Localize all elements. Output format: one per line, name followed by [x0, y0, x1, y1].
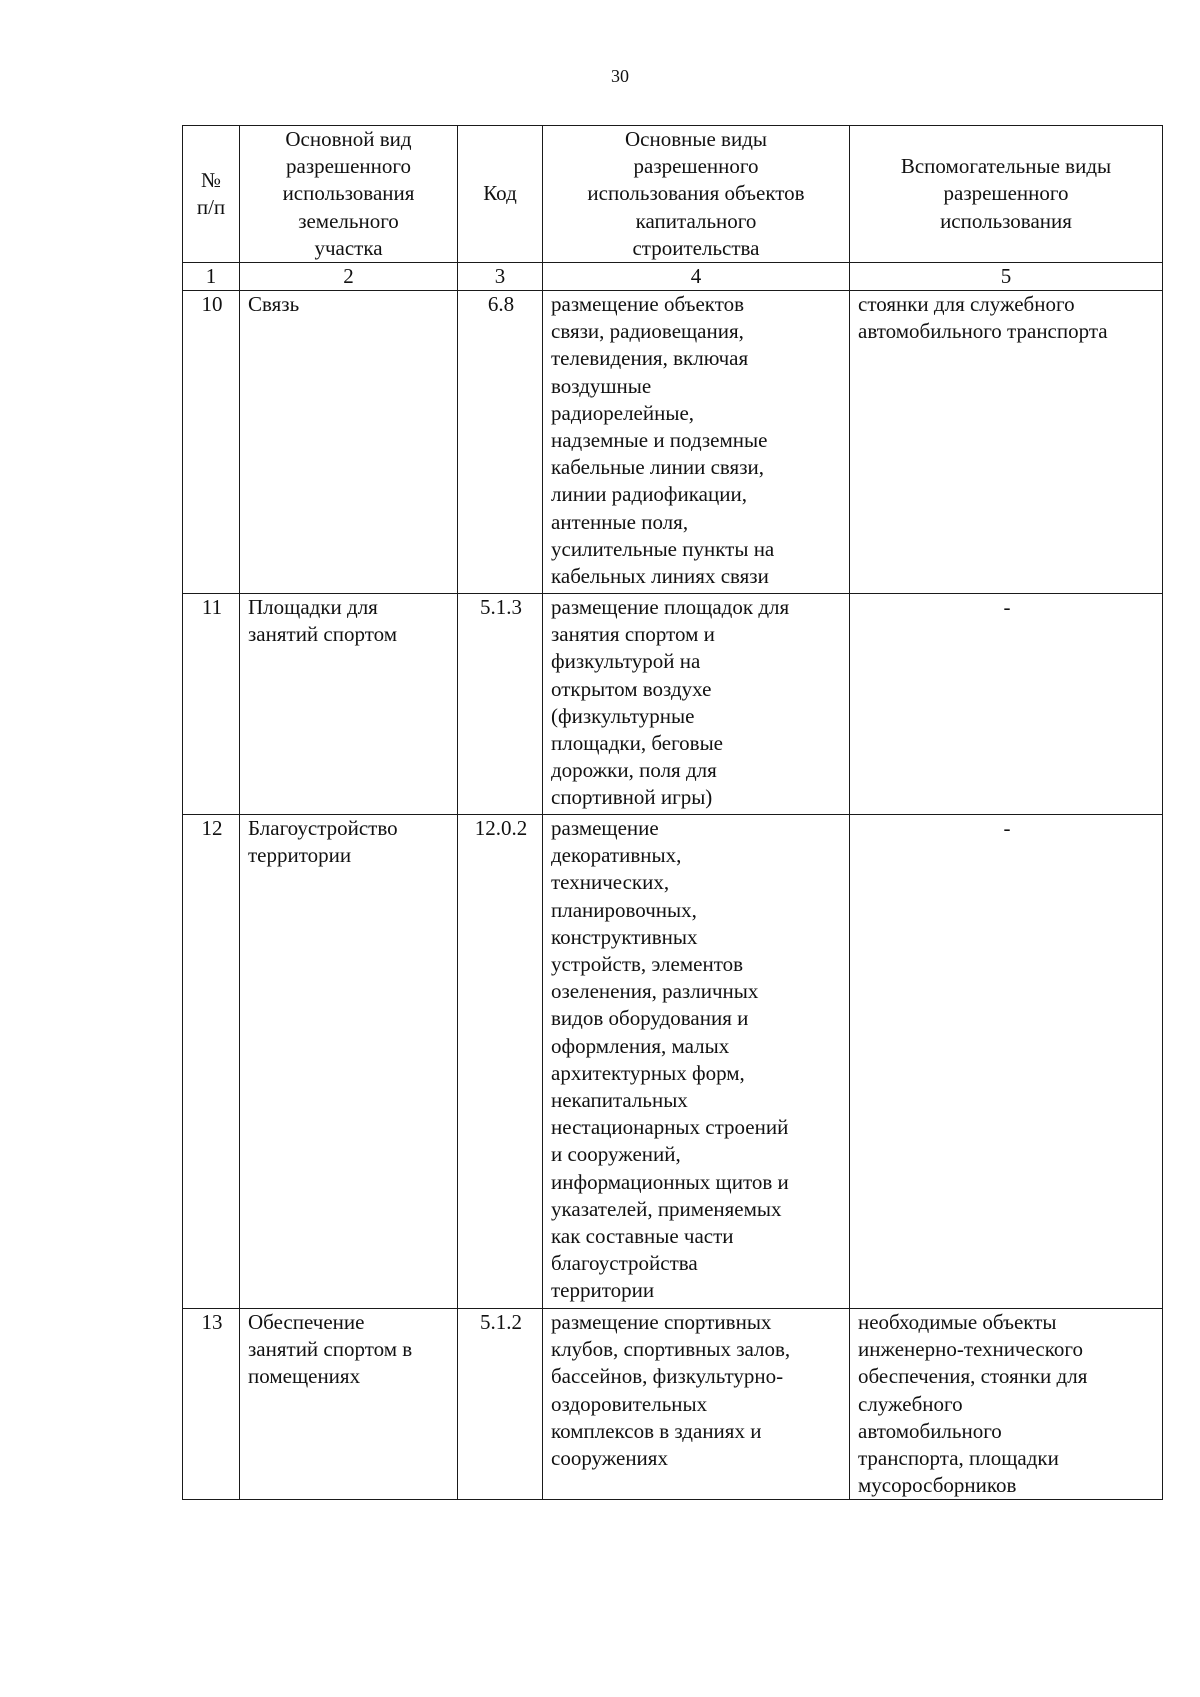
- row-number: 12: [183, 815, 240, 1309]
- header-aux-types: Вспомогательные виды разрешенного использования: [850, 126, 1163, 263]
- code-cell: 6.8: [458, 291, 543, 594]
- aux-types-cell: -: [850, 815, 1163, 1309]
- header-code: Код: [458, 126, 543, 263]
- aux-types-cell: -: [850, 594, 1163, 815]
- row-number: 10: [183, 291, 240, 594]
- main-types-cell: размещение спортивных клубов, спортивных залов, бассейнов, физкультурно- оздоровительных комплексов в зданиях и сооружениях: [543, 1309, 850, 1500]
- aux-types-cell: стоянки для служебного автомобильного транспорта: [850, 291, 1163, 594]
- page-number: 30: [611, 66, 629, 86]
- header-main-types: Основные виды разрешенного использования объектов капитального строительства: [543, 126, 850, 263]
- main-use-cell: Благоустройство территории: [240, 815, 458, 1309]
- table-row: [183, 815, 1163, 1309]
- main-use-cell: Площадки для занятий спортом: [240, 594, 458, 815]
- row-number: 13: [183, 1309, 240, 1500]
- code-cell: 5.1.3: [458, 594, 543, 815]
- column-number: 5: [850, 263, 1163, 291]
- column-number: 1: [183, 263, 240, 291]
- main-types-cell: размещение декоративных, технических, планировочных, конструктивных устройств, элементов озеленения, различных видов оборудования и оформления, малых архитектурных форм, некапитальных нестационарных строений и сооружений, информационных щитов и указателей, применяемых как составные части благоустройства территории: [543, 815, 850, 1309]
- table-header-row: [183, 126, 1163, 263]
- land-use-table: [182, 125, 1163, 1500]
- row-number: 11: [183, 594, 240, 815]
- column-number: 3: [458, 263, 543, 291]
- table-row: [183, 291, 1163, 594]
- code-cell: 5.1.2: [458, 1309, 543, 1500]
- column-number-row: [183, 263, 1163, 291]
- table-row: [183, 594, 1163, 815]
- header-num: № п/п: [183, 126, 240, 263]
- header-main-use: Основной вид разрешенного использования земельного участка: [240, 126, 458, 263]
- table-row: [183, 1309, 1163, 1500]
- main-use-cell: Связь: [240, 291, 458, 594]
- column-number: 2: [240, 263, 458, 291]
- column-number: 4: [543, 263, 850, 291]
- aux-types-cell: необходимые объекты инженерно-технического обеспечения, стоянки для служебного автомобильного транспорта, площадки мусоросборников: [850, 1309, 1163, 1500]
- main-types-cell: размещение площадок для занятия спортом и физкультурой на открытом воздухе (физкультурные площадки, беговые дорожки, поля для спортивной игры): [543, 594, 850, 815]
- code-cell: 12.0.2: [458, 815, 543, 1309]
- main-use-cell: Обеспечение занятий спортом в помещениях: [240, 1309, 458, 1500]
- main-types-cell: размещение объектов связи, радиовещания, телевидения, включая воздушные радиорелейные, надземные и подземные кабельные линии связи, линии радиофикации, антенные поля, усилительные пункты на кабельных линиях связи: [543, 291, 850, 594]
